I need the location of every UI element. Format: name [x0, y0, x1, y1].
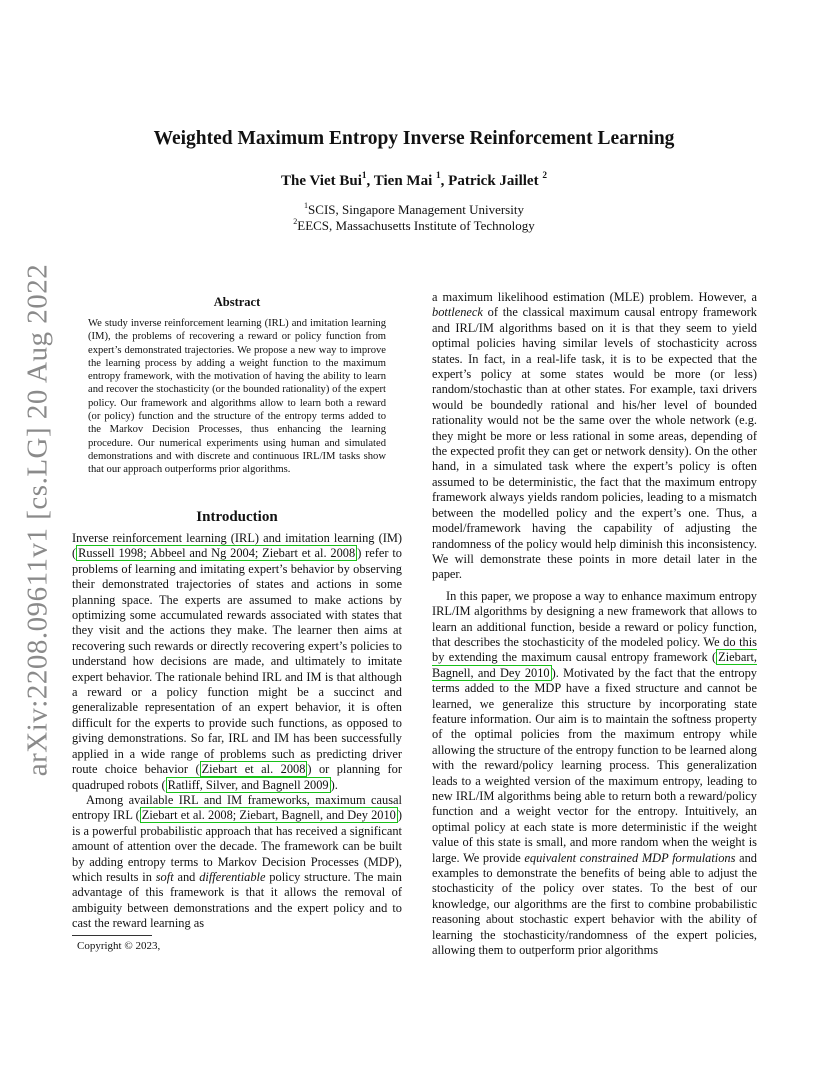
arxiv-id: arXiv:2208.09611v1 [cs.LG] 20 Aug 2022 — [21, 263, 54, 777]
text-run: Among available IRL and IM frameworks, maximum causal entropy IRL ( — [72, 792, 402, 823]
text-run: ) is a powerful probabilistic approach that has received a significant amount of attention over the decade. The framework can be built by adding entropy terms to Markov Decision Processes (MDP), which results in — [72, 808, 402, 884]
abstract-heading: Abstract — [213, 295, 261, 309]
author-affil-mark: 2 — [542, 171, 547, 182]
section-heading-introduction: Introduction — [196, 509, 278, 525]
arxiv-sidebar — [18, 263, 58, 777]
text-run: ). Motivated by the fact that the entropy terms added to the MDP have a fixed structure and cannot be learned, we generalize this structure by incorporating state feature information. Our aim is to maintain the softness property of the optimal policies from the maximum entropy while allowing the structure of the entropy function to be learned along with the reward/policy learning process. This generalization leads to a weighted version of the maximum entropy, leading to new IRL/IM algorithms being able to return both a reward/policy function and a weight vector for the entropy. Intuitively, an optimal policy at each state is more deterministic if the weight value of this state is small, and more random when the weight is large. We provide — [432, 665, 757, 865]
affiliation-text: EECS, Massachusetts Institute of Technology — [297, 218, 535, 233]
citation-link[interactable]: Ziebart et al. 2008; Ziebart, Bagnell, and Dey 2010 — [141, 808, 396, 823]
citation-link[interactable]: Ziebart, Bagnell, and Dey 2010 — [432, 650, 757, 680]
author-name: , Tien Mai — [366, 173, 437, 189]
text-run: and examples to demonstrate the benefits of being able to adjust the stochasticity of the policy over states. To the best of our knowledge, our algorithms are the first to combine probabilistic reasoning about stochastic expert behavior with the ability of learning the stochasticity/randomness of the expert policies, allowing them to outperform prior algorithms — [432, 850, 757, 958]
author-list — [0, 173, 828, 190]
citation-link[interactable]: Ratliff, Silver, and Bagnell 2009 — [167, 777, 329, 792]
affiliation-text: SCIS, Singapore Management University — [308, 202, 524, 217]
affiliation — [0, 218, 828, 234]
text-run: a maximum likelihood estimation (MLE) problem. However, a — [432, 290, 757, 304]
text-run: ) or planning for quadruped robots ( — [72, 762, 402, 792]
emphasis: equivalent constrained MDP formulations — [524, 850, 736, 865]
copyright-footnote: Copyright © 2023, — [77, 940, 161, 952]
author-affil-mark: 1 — [361, 171, 367, 182]
paper-title: Weighted Maximum Entropy Inverse Reinforcement Learning — [153, 128, 675, 149]
author-name: The Viet Bui — [281, 173, 362, 189]
affiliation-mark: 1 — [304, 200, 309, 210]
affiliations — [0, 202, 828, 234]
author-affil-mark: 1 — [436, 171, 441, 182]
paragraph — [432, 589, 757, 959]
affiliation — [0, 202, 828, 218]
citation-link[interactable]: Ziebart et al. 2008 — [201, 762, 306, 777]
affiliation-mark: 2 — [293, 216, 298, 226]
paragraph — [72, 531, 402, 793]
text-run: policy structure. The main advantage of this framework is that it allows the removal of ambiguity between demonstrations and the expert policy and to cast the reward learning as — [72, 869, 403, 931]
text-run: ) refer to problems of learning and imitating expert’s behavior by observing their demonstrated trajectories of states and actions in some planning space. The experts are assumed to make actions by optimizing some accumulated rewards associated with states that they visit and the actions they make. The learner then aims at recovering such rewards or directly recovering expert’s policies to understand how decisions are made, and ultimately to imitate expert behavior. The rationale behind IRL and IM is that although a reward or a policy function might be a succinct and generalizable representation of an expert behavior, it is often difficult for the experts to provide such functions, as opposed to giving demonstrations. So far, IRL and IM has been successfully applied in a wide range of problems such as predicting driver route choice behavior ( — [72, 546, 403, 777]
author-name: , Patrick Jaillet — [440, 173, 543, 189]
text-run: In this paper, we propose a way to enhance maximum entropy IRL/IM algorithms by designing a new framework that allows to learn an additional function, beside a reward or policy function, that describes the stochasticity of the modeled policy. We do this by extending the maximum causal entropy framework ( — [432, 588, 757, 665]
right-column-body — [432, 290, 757, 958]
text-run: and — [173, 869, 200, 884]
left-column-body — [72, 531, 402, 932]
emphasis: bottleneck — [432, 305, 483, 320]
citation-link[interactable]: Russell 1998; Abbeel and Ng 2004; Ziebart et al. 2008 — [78, 546, 356, 561]
text-run: Inverse reinforcement learning (IRL) and imitation learning (IM) ( — [72, 531, 402, 561]
paragraph — [72, 793, 402, 932]
text-run: of the classical maximum causal entropy framework and IRL/IM algorithms based on it is that they seem to yield optimal policies having similar levels of stochasticity across states. In fact, in a real-life task, it is to be expected that the expert’s policy at some states would be more (or less) random/stochastic than at other states. For example, taxi drivers would be boundedly rational and his/her level of bounded rationality would not be the same over the whole network (e.g. they might be more or less rational in some areas, depending of the expected profit they can get or network density). On the other hand, in a simulated task where the expert’s policy is often assumed to be deterministic, the fact that the maximum entropy framework always yields random policies, leading to a mismatch between the modelled policy and the expert’s one. Thus, a model/framework having the capability of adjusting the randomness of the policy would help diminish this inconsistency. We will demonstrate these points in more detail later in the paper. — [432, 305, 757, 582]
emphasis: differentiable — [199, 869, 266, 884]
paragraph — [432, 290, 757, 583]
abstract-text: We study inverse reinforcement learning (IRL) and imitation learning (IM), the problems of recovering a reward or policy function from expert’s demonstrated trajectories. We propose a new way to improve the learning process by adding a weight function to the maximum entropy framework, with the motivation of having the ability to learn and recover the stochasticity (or the bounded rationality) of the expert policy. Our framework and algorithms allow to learn both a reward (or policy) function and the structure of the entropy terms added to the Markov Decision Processes, thus enhancing the learning procedure. Our numerical experiments using human and simulated demonstrations and with discrete and continuous IRL/IM tasks show that our approach outperforms prior algorithms. — [88, 318, 386, 476]
emphasis: soft — [155, 869, 174, 884]
text-run: ). — [330, 777, 338, 792]
footnote-rule — [72, 935, 152, 936]
